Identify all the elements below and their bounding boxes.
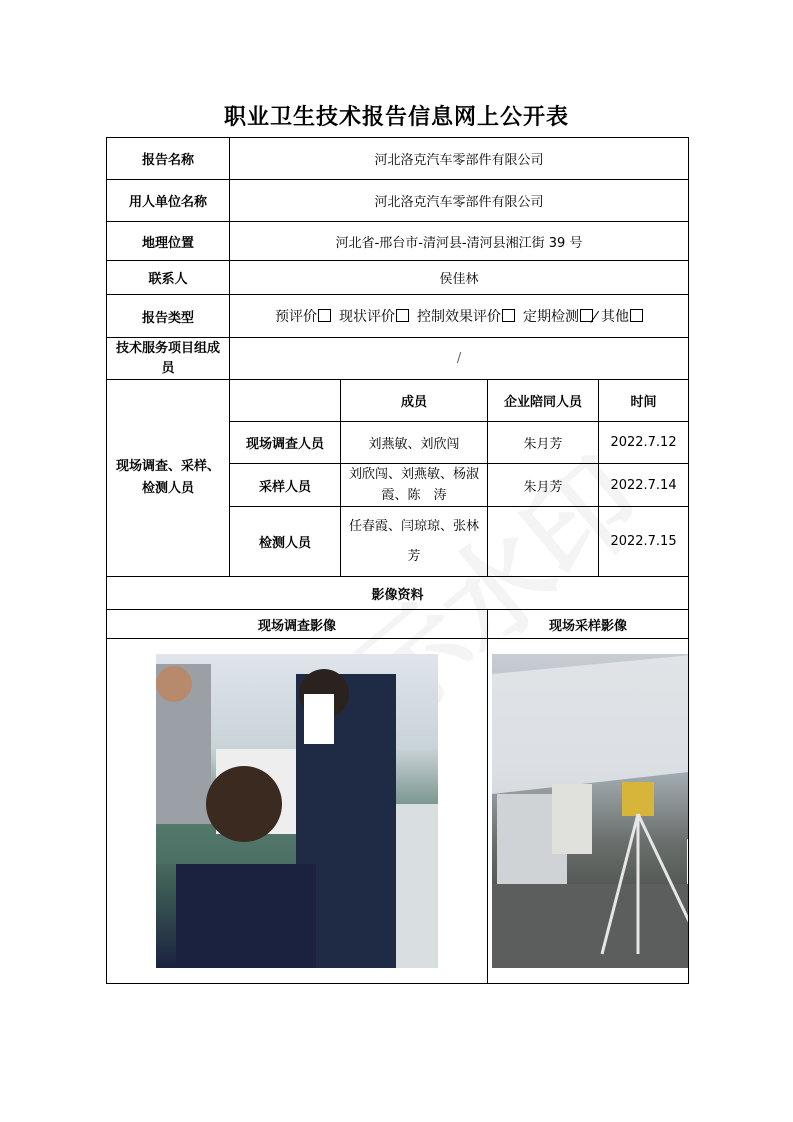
option-periodic-detection: 定期检测 xyxy=(523,306,593,326)
detection-members: 任春霞、闫琼琼、张林芳 xyxy=(341,507,488,577)
option-status-evaluation: 现状评价 xyxy=(339,306,409,326)
survey-escort: 朱月芳 xyxy=(488,422,599,464)
row-images-section xyxy=(107,577,689,610)
images-section-label: 影像资料 xyxy=(107,577,689,610)
disclosure-table xyxy=(106,137,689,984)
report-type-label: 报告类型 xyxy=(107,295,230,338)
employer-label: 用人单位名称 xyxy=(107,180,230,222)
sampling-photo-illustration xyxy=(492,654,689,968)
survey-images-label: 现场调查影像 xyxy=(107,610,488,639)
contact-value: 侯佳林 xyxy=(230,261,689,295)
detection-escort xyxy=(488,507,599,577)
survey-photo xyxy=(156,654,438,968)
survey-photo-cell xyxy=(107,639,488,984)
team-value: / xyxy=(230,338,689,380)
employer-value: 河北洛克汽车零部件有限公司 xyxy=(230,180,689,222)
row-team xyxy=(107,338,689,380)
row-images xyxy=(107,639,689,984)
option-pre-evaluation: 预评价 xyxy=(275,306,331,326)
survey-role: 现场调查人员 xyxy=(230,422,341,464)
row-report-name xyxy=(107,138,689,180)
survey-photo-illustration xyxy=(156,654,438,968)
row-images-headers xyxy=(107,610,689,639)
row-employer xyxy=(107,180,689,222)
report-name-label: 报告名称 xyxy=(107,138,230,180)
members-header: 成员 xyxy=(341,380,488,422)
option-other: 其他 xyxy=(601,306,643,326)
sampling-time: 2022.7.14 xyxy=(599,464,689,507)
team-label: 技术服务项目组成员 xyxy=(107,338,230,380)
survey-time: 2022.7.12 xyxy=(599,422,689,464)
field-header-empty xyxy=(230,380,341,422)
option-control-evaluation: 控制效果评价 xyxy=(417,306,515,326)
checkbox-other[interactable] xyxy=(630,309,643,322)
row-contact xyxy=(107,261,689,295)
location-value: 河北省-邢台市-清河县-清河县湘江街 39 号 xyxy=(230,222,689,261)
report-type-options xyxy=(230,295,689,338)
sampling-images-label: 现场采样影像 xyxy=(488,610,689,639)
sampling-role: 采样人员 xyxy=(230,464,341,507)
row-report-type xyxy=(107,295,689,338)
contact-label: 联系人 xyxy=(107,261,230,295)
checkbox-pre-evaluation[interactable] xyxy=(318,309,331,322)
escort-header: 企业陪同人员 xyxy=(488,380,599,422)
location-label: 地理位置 xyxy=(107,222,230,261)
checkbox-periodic-detection[interactable] xyxy=(580,309,593,322)
sampling-members: 刘欣闯、刘燕敏、杨淑霞、陈 涛 xyxy=(341,464,488,507)
row-field-header xyxy=(107,380,689,422)
field-label: 现场调查、采样、检测人员 xyxy=(107,380,230,577)
sampling-escort: 朱月芳 xyxy=(488,464,599,507)
sampling-photo xyxy=(492,654,689,968)
checkbox-control-evaluation[interactable] xyxy=(502,309,515,322)
report-name-value: 河北洛克汽车零部件有限公司 xyxy=(230,138,689,180)
time-header: 时间 xyxy=(599,380,689,422)
detection-time: 2022.7.15 xyxy=(599,507,689,577)
row-location xyxy=(107,222,689,261)
survey-members: 刘燕敏、刘欣闯 xyxy=(341,422,488,464)
page-title: 职业卫生技术报告信息网上公开表 xyxy=(223,104,569,130)
sampling-photo-cell xyxy=(488,639,689,984)
detection-role: 检测人员 xyxy=(230,507,341,577)
checkbox-status-evaluation[interactable] xyxy=(396,309,409,322)
